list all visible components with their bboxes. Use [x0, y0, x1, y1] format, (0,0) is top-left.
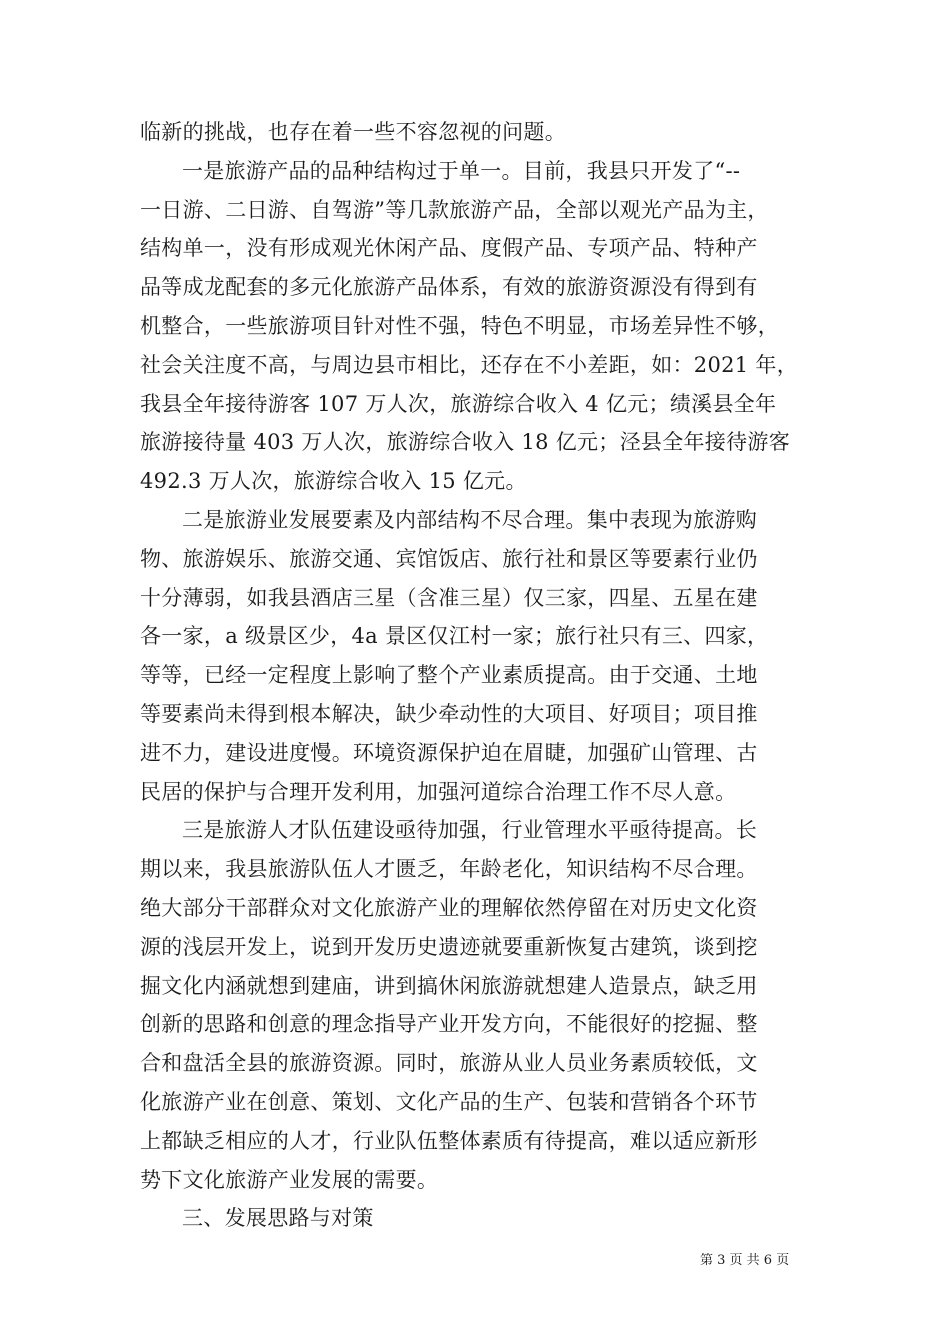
text-line: 我县全年接待游客 107 万人次，旅游综合收入 4 亿元；绩溪县全年 — [140, 391, 777, 416]
text-line: 等等，已经一定程度上影响了整个产业素质提高。由于交通、土地 — [140, 663, 758, 688]
text-line: 临新的挑战，也存在着一些不容忽视的问题。 — [140, 120, 566, 144]
paragraph-first-line: 三是旅游人才队伍建设亟待加强，行业管理水平亟待提高。长 — [182, 818, 758, 843]
section-heading: 三、发展思路与对策 — [182, 1206, 374, 1231]
text-line: 创新的思路和创意的理念指导产业开发方向，不能很好的挖掘、整 — [140, 1012, 758, 1037]
paragraph-first-line: 一是旅游产品的品种结构过于单一。目前，我县只开发了“-- — [182, 158, 741, 183]
text-line: 等要素尚未得到根本解决，缺少牵动性的大项目、好项目；项目推 — [140, 701, 758, 726]
text-line: 期以来，我县旅游队伍人才匮乏，年龄老化，知识结构不尽合理。 — [140, 857, 758, 882]
text-line: 势下文化旅游产业发展的需要。 — [140, 1167, 439, 1192]
text-line: 物、旅游娱乐、旅游交通、宾馆饭店、旅行社和景区等要素行业仍 — [140, 546, 758, 571]
text-line: 源的浅层开发上，说到开发历史遗迹就要重新恢复古建筑，谈到挖 — [140, 934, 758, 959]
text-line: 化旅游产业在创意、策划、文化产品的生产、包装和营销各个环节 — [140, 1089, 758, 1114]
text-line: 进不力，建设进度慢。环境资源保护迫在眉睫，加强矿山管理、古 — [140, 740, 758, 765]
text-line: 十分薄弱，如我县酒店三星（含准三星）仅三家，四星、五星在建 — [140, 585, 758, 610]
page-number-footer: 第 3 页 共 6 页 — [700, 1253, 790, 1268]
text-line: 结构单一，没有形成观光休闲产品、度假产品、专项产品、特种产 — [140, 236, 758, 261]
text-line: 绝大部分干部群众对文化旅游产业的理解依然停留在对历史文化资 — [140, 895, 758, 920]
text-line: 合和盘活全县的旅游资源。同时，旅游从业人员业务素质较低，文 — [140, 1051, 758, 1076]
text-line: 492.3 万人次，旅游综合收入 15 亿元。 — [140, 469, 527, 494]
body-text — [140, 113, 812, 1238]
text-line: 机整合，一些旅游项目针对性不强，特色不明显，市场差异性不够， — [140, 313, 779, 338]
text-line: 品等成龙配套的多元化旅游产品体系，有效的旅游资源没有得到有 — [140, 275, 758, 300]
paragraph-first-line: 二是旅游业发展要素及内部结构不尽合理。集中表现为旅游购 — [182, 507, 758, 532]
text-line: 社会关注度不高，与周边县市相比，还存在不小差距，如：2021 年， — [140, 352, 799, 377]
text-line: 上都缺乏相应的人才，行业队伍整体素质有待提高，难以适应新形 — [140, 1128, 758, 1153]
text-line: 民居的保护与合理开发利用，加强河道综合治理工作不尽人意。 — [140, 779, 737, 804]
text-line: 一日游、二日游、自驾游”等几款旅游产品，全部以观光产品为主， — [140, 197, 769, 222]
text-line: 掘文化内涵就想到建庙，讲到搞休闲旅游就想建人造景点，缺乏用 — [140, 973, 758, 998]
text-line: 各一家，a 级景区少，4a 景区仅江村一家；旅行社只有三、四家， — [140, 624, 769, 649]
text-line: 旅游接待量 403 万人次，旅游综合收入 18 亿元；泾县全年接待游客 — [140, 430, 791, 455]
